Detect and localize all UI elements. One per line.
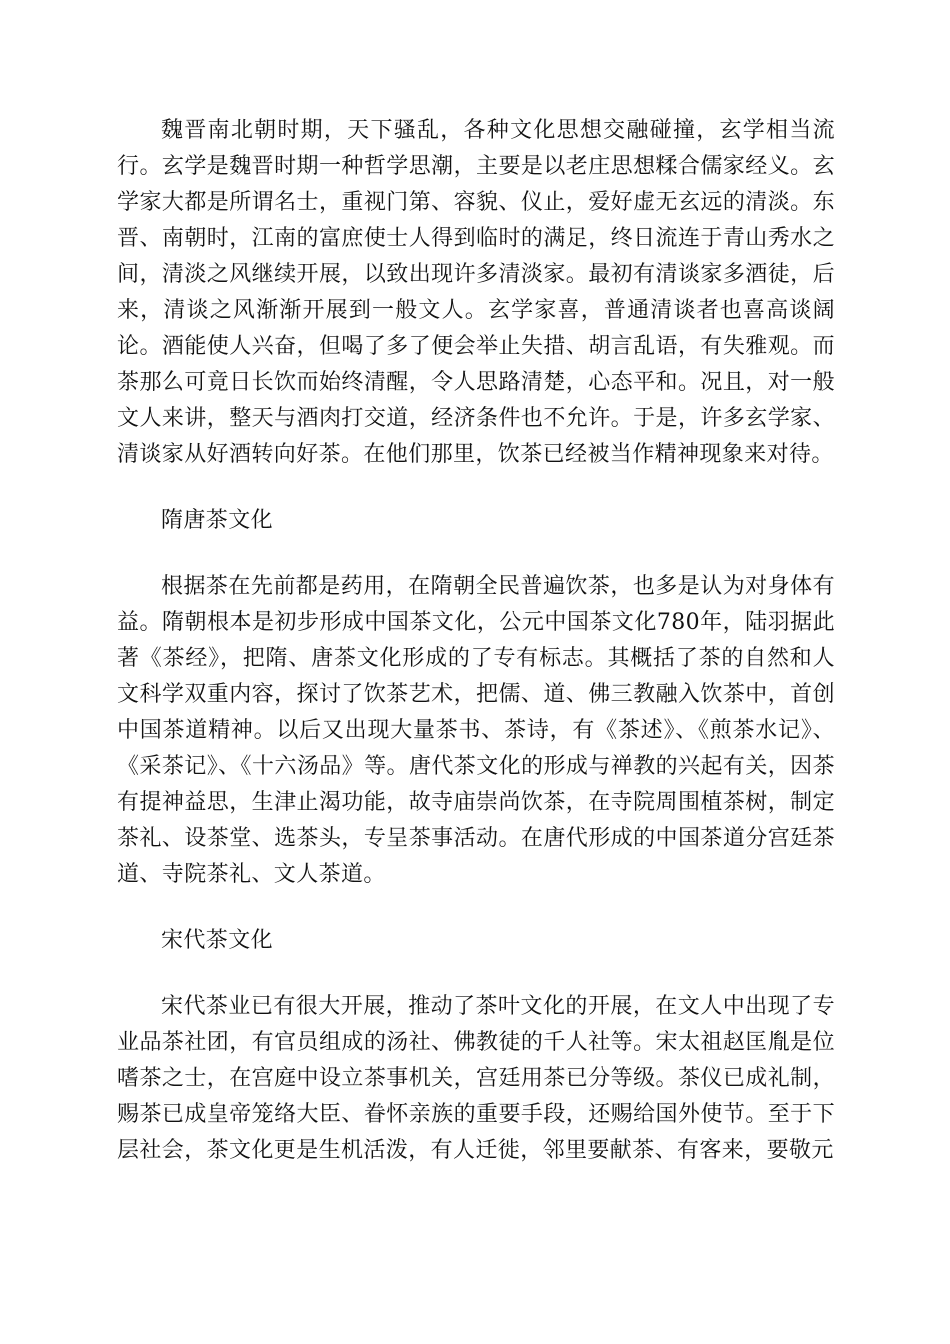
- paragraph-sui-tang: 根据茶在先前都是药用，在隋朝全民普遍饮茶，也多是认为对身体有益。隋朝根本是初步形成中国茶文化，公元中国茶文化780年，陆羽据此著《茶经》，把隋、唐茶文化形成的了专有标志。其概括了茶的自然和人文科学双重内容，探讨了饮茶艺术，把儒、道、佛三教融入饮茶中，首创中国茶道精神。以后又出现大量茶书、茶诗，有《茶述》、《煎茶水记》、《采茶记》、《十六汤品》等。唐代茶文化的形成与禅教的兴起有关，因茶有提神益思，生津止渴功能，故寺庙崇尚饮茶，在寺院周围植茶树，制定茶礼、设茶堂、选茶头，专呈茶事活动。在唐代形成的中国茶道分宫廷茶道、寺院茶礼、文人茶道。: [117, 574, 835, 887]
- paragraph-wei-jin: 魏晋南北朝时期，天下骚乱，各种文化思想交融碰撞，玄学相当流行。玄学是魏晋时期一种哲学思潮，主要是以老庄思想糅合儒家经义。玄学家大都是所谓名士，重视门第、容貌、仪止，爱好虚无玄远的清淡。东晋、南朝时，江南的富庶使士人得到临时的满足，终日流连于青山秀水之间，清淡之风继续开展，以致出现许多清淡家。最初有清谈家多酒徒，后来，清谈之风渐渐开展到一般文人。玄学家喜，普通清谈者也喜高谈阔论。酒能使人兴奋，但喝了多了便会举止失措、胡言乱语，有失雅观。而茶那么可竟日长饮而始终清醒，令人思路清楚，心态平和。况且，对一般文人来讲，整天与酒肉打交道，经济条件也不允许。于是，许多玄学家、清谈家从好酒转向好茶。在他们那里，饮茶已经被当作精神现象来对待。: [117, 118, 835, 467]
- paragraph-song: 宋代茶业已有很大开展，推动了茶叶文化的开展，在文人中出现了专业品茶社团，有官员组成的汤社、佛教徒的千人社等。宋太祖赵匡胤是位嗜茶之士，在宫庭中设立茶事机关，宫廷用茶已分等级。茶仪已成礼制，赐茶已成皇帝笼络大臣、眷怀亲族的重要手段，还赐给国外使节。至于下层社会，茶文化更是生机活泼，有人迁徙，邻里要献茶、有客来，要敬元: [117, 994, 835, 1163]
- paragraph-gap: [117, 893, 835, 923]
- paragraph-gap: [117, 959, 835, 989]
- section-heading-sui-tang: 隋唐茶文化: [161, 508, 274, 533]
- document-page: [117, 113, 835, 1169]
- paragraph-gap: [117, 473, 835, 503]
- paragraph-gap: [117, 539, 835, 569]
- section-heading-song: 宋代茶文化: [161, 928, 274, 953]
